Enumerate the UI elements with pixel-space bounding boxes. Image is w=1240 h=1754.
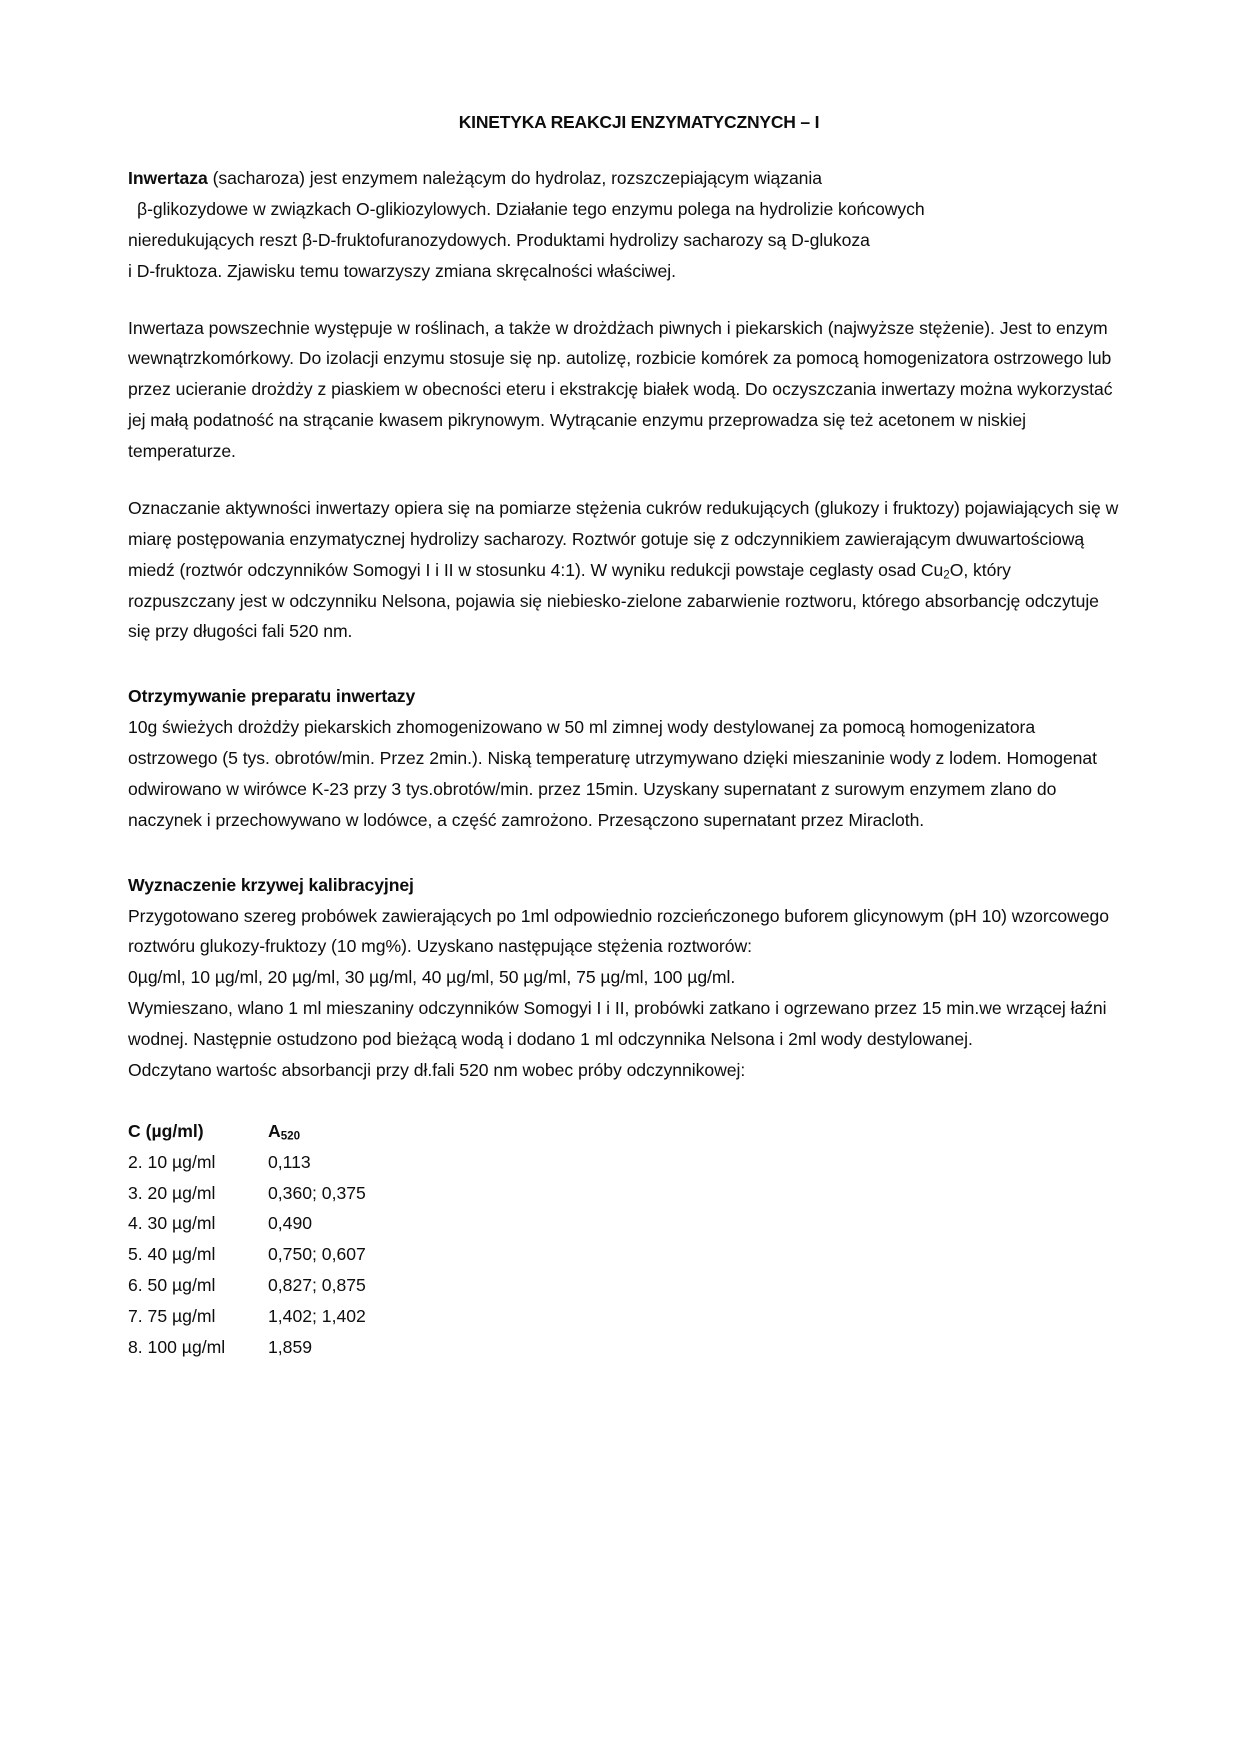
paragraph-lead-term: Inwertaza: [128, 168, 208, 188]
table-row: [128, 1239, 1120, 1270]
paragraph-calibration-body-3: Odczytano wartośc absorbancji przy dł.fali 520 nm wobec próby odczynnikowej:: [128, 1059, 746, 1080]
section-heading-calibration: Wyznaczenie krzywej kalibracyjnej: [128, 874, 414, 895]
table-header-row: [128, 1116, 1120, 1147]
absorbance-table: [128, 1116, 1120, 1363]
page-title: KINETYKA REAKCJI ENZYMATYCZNYCH – I: [458, 112, 820, 132]
table-cell-absorbance: 1,402; 1,402: [268, 1306, 366, 1327]
table-cell-concentration: 5. 40 µg/ml: [128, 1244, 216, 1265]
table-cell-concentration: 4. 30 µg/ml: [128, 1213, 216, 1234]
table-row: [128, 1332, 1120, 1363]
paragraph-line-2: β-glikozydowe w związkach O-glikiozylowych. Działanie tego enzymu polega na hydrolizie końcowych: [137, 198, 925, 219]
paragraph-calibration-body-2: Wymieszano, wlano 1 ml mieszaniny odczynników Somogyi I i II, probówki zatkano i ogrzewano przez 15 min.we wrzącej łaźni wodnej. Następnie ostudzono pod bieżącą wodą i dodano 1 ml odczynnika Nelsona i 2ml wody destylowanej.: [128, 998, 1107, 1050]
paragraph-part-1: Oznaczanie aktywności inwertazy opiera się na pomiarze stężenia cukrów redukujących (glukozy i fruktozy) pojawiających się w miarę postępowania enzymatycznej hydrolizy sacharozy. Roztwór gotuje się z odczynnikiem zawierającym dwuwartościową miedź (roztwór odczynników Somogyi I i II w stosunku 4:1). W wyniku redukcji powstaje ceglasty osad Cu: [128, 497, 1119, 580]
formula-subscript-2: 2: [943, 568, 950, 582]
table-row: [128, 1301, 1120, 1332]
paragraph-preparation-body: 10g świeżych drożdży piekarskich zhomogenizowano w 50 ml zimnej wody destylowanej za pomocą homogenizatora ostrzowego (5 tys. obrotów/min. Przez 2min.). Niską temperaturę utrzymywano dzięki mieszaninie wody z lodem. Homogenat odwirowano w wirówce K-23 przy 3 tys.obrotów/min. przez 15min. Uzyskany supernatant z surowym enzymem zlano do naczynek i przechowywano w lodówce, a część zamrożono. Przesączono supernatant przez Miracloth.: [128, 717, 1097, 830]
paragraph-activity-measurement: [128, 493, 1120, 647]
section-heading-preparation: Otrzymywanie preparatu inwertazy: [128, 686, 416, 707]
section-gap: [128, 836, 1120, 870]
paragraph-line-3: nieredukujących reszt β-D-fruktofuranozydowych. Produktami hydrolizy sacharozy są D-glukoza: [128, 229, 870, 250]
table-cell-concentration: 6. 50 µg/ml: [128, 1275, 216, 1296]
table-cell-absorbance: 0,490: [268, 1213, 313, 1234]
paragraph-line-4: i D-fruktoza. Zjawisku temu towarzyszy zmiana skręcalności właściwej.: [128, 260, 676, 281]
table-cell-absorbance: 0,827; 0,875: [268, 1275, 366, 1296]
paragraph-gap: [128, 287, 1120, 313]
paragraph-inwertaza-definition: [128, 163, 1120, 287]
table-header-absorbance: [268, 1116, 1120, 1147]
table-header-concentration: C (µg/ml): [128, 1120, 204, 1141]
table-cell-concentration: 8. 100 µg/ml: [128, 1336, 226, 1357]
table-row: [128, 1147, 1120, 1178]
table-header-absorbance-base: A: [268, 1120, 281, 1141]
table-cell-absorbance: 0,750; 0,607: [268, 1244, 366, 1265]
paragraph-concentrations-list: 0µg/ml, 10 µg/ml, 20 µg/ml, 30 µg/ml, 40 µg/ml, 50 µg/ml, 75 µg/ml, 100 µg/ml.: [128, 967, 736, 988]
paragraph-line-1: (sacharoza) jest enzymem należącym do hydrolaz, rozszczepiającym wiązania: [207, 168, 823, 188]
table-row: [128, 1270, 1120, 1301]
paragraph-part-2: O, który rozpuszczany jest w odczynniku Nelsona, pojawia się niebiesko-zielone zabarwienie roztworu, którego absorbancję odczytuje się przy długości fali 520 nm.: [128, 559, 1099, 642]
table-cell-concentration: 2. 10 µg/ml: [128, 1151, 216, 1172]
table-row: [128, 1178, 1120, 1209]
table-cell-concentration: 3. 20 µg/ml: [128, 1182, 216, 1203]
table-cell-absorbance: 0,360; 0,375: [268, 1182, 366, 1203]
paragraph-gap: [128, 467, 1120, 493]
table-cell-absorbance: 1,859: [268, 1336, 313, 1357]
table-header-absorbance-subscript: 520: [280, 1129, 301, 1143]
section-gap: [128, 647, 1120, 681]
paragraph-occurrence-isolation: Inwertaza powszechnie występuje w roślinach, a także w drożdżach piwnych i piekarskich (najwyższe stężenie). Jest to enzym wewnątrzkomórkowy. Do izolacji enzymu stosuje się np. autolizę, rozbicie komórek za pomocą homogenizatora ostrzowego lub przez ucieranie drożdży z piaskiem w obecności eteru i ekstrakcję białek wodą. Do oczyszczania inwertazy można wykorzystać jej małą podatność na strącanie kwasem pikrynowym. Wytrącanie enzymu przeprowadza się też acetonem w niskiej temperaturze.: [128, 317, 1113, 461]
table-row: [128, 1208, 1120, 1239]
table-cell-absorbance: 0,113: [268, 1151, 311, 1172]
paragraph-calibration-body-1: Przygotowano szereg probówek zawierających po 1ml odpowiednio rozcieńczonego buforem glicynowym (pH 10) wzorcowego roztwóru glukozy-fruktozy (10 mg%). Uzyskano następujące stężenia roztworów:: [128, 905, 1110, 957]
table-cell-concentration: 7. 75 µg/ml: [128, 1306, 216, 1327]
table-body: [128, 1147, 1120, 1363]
